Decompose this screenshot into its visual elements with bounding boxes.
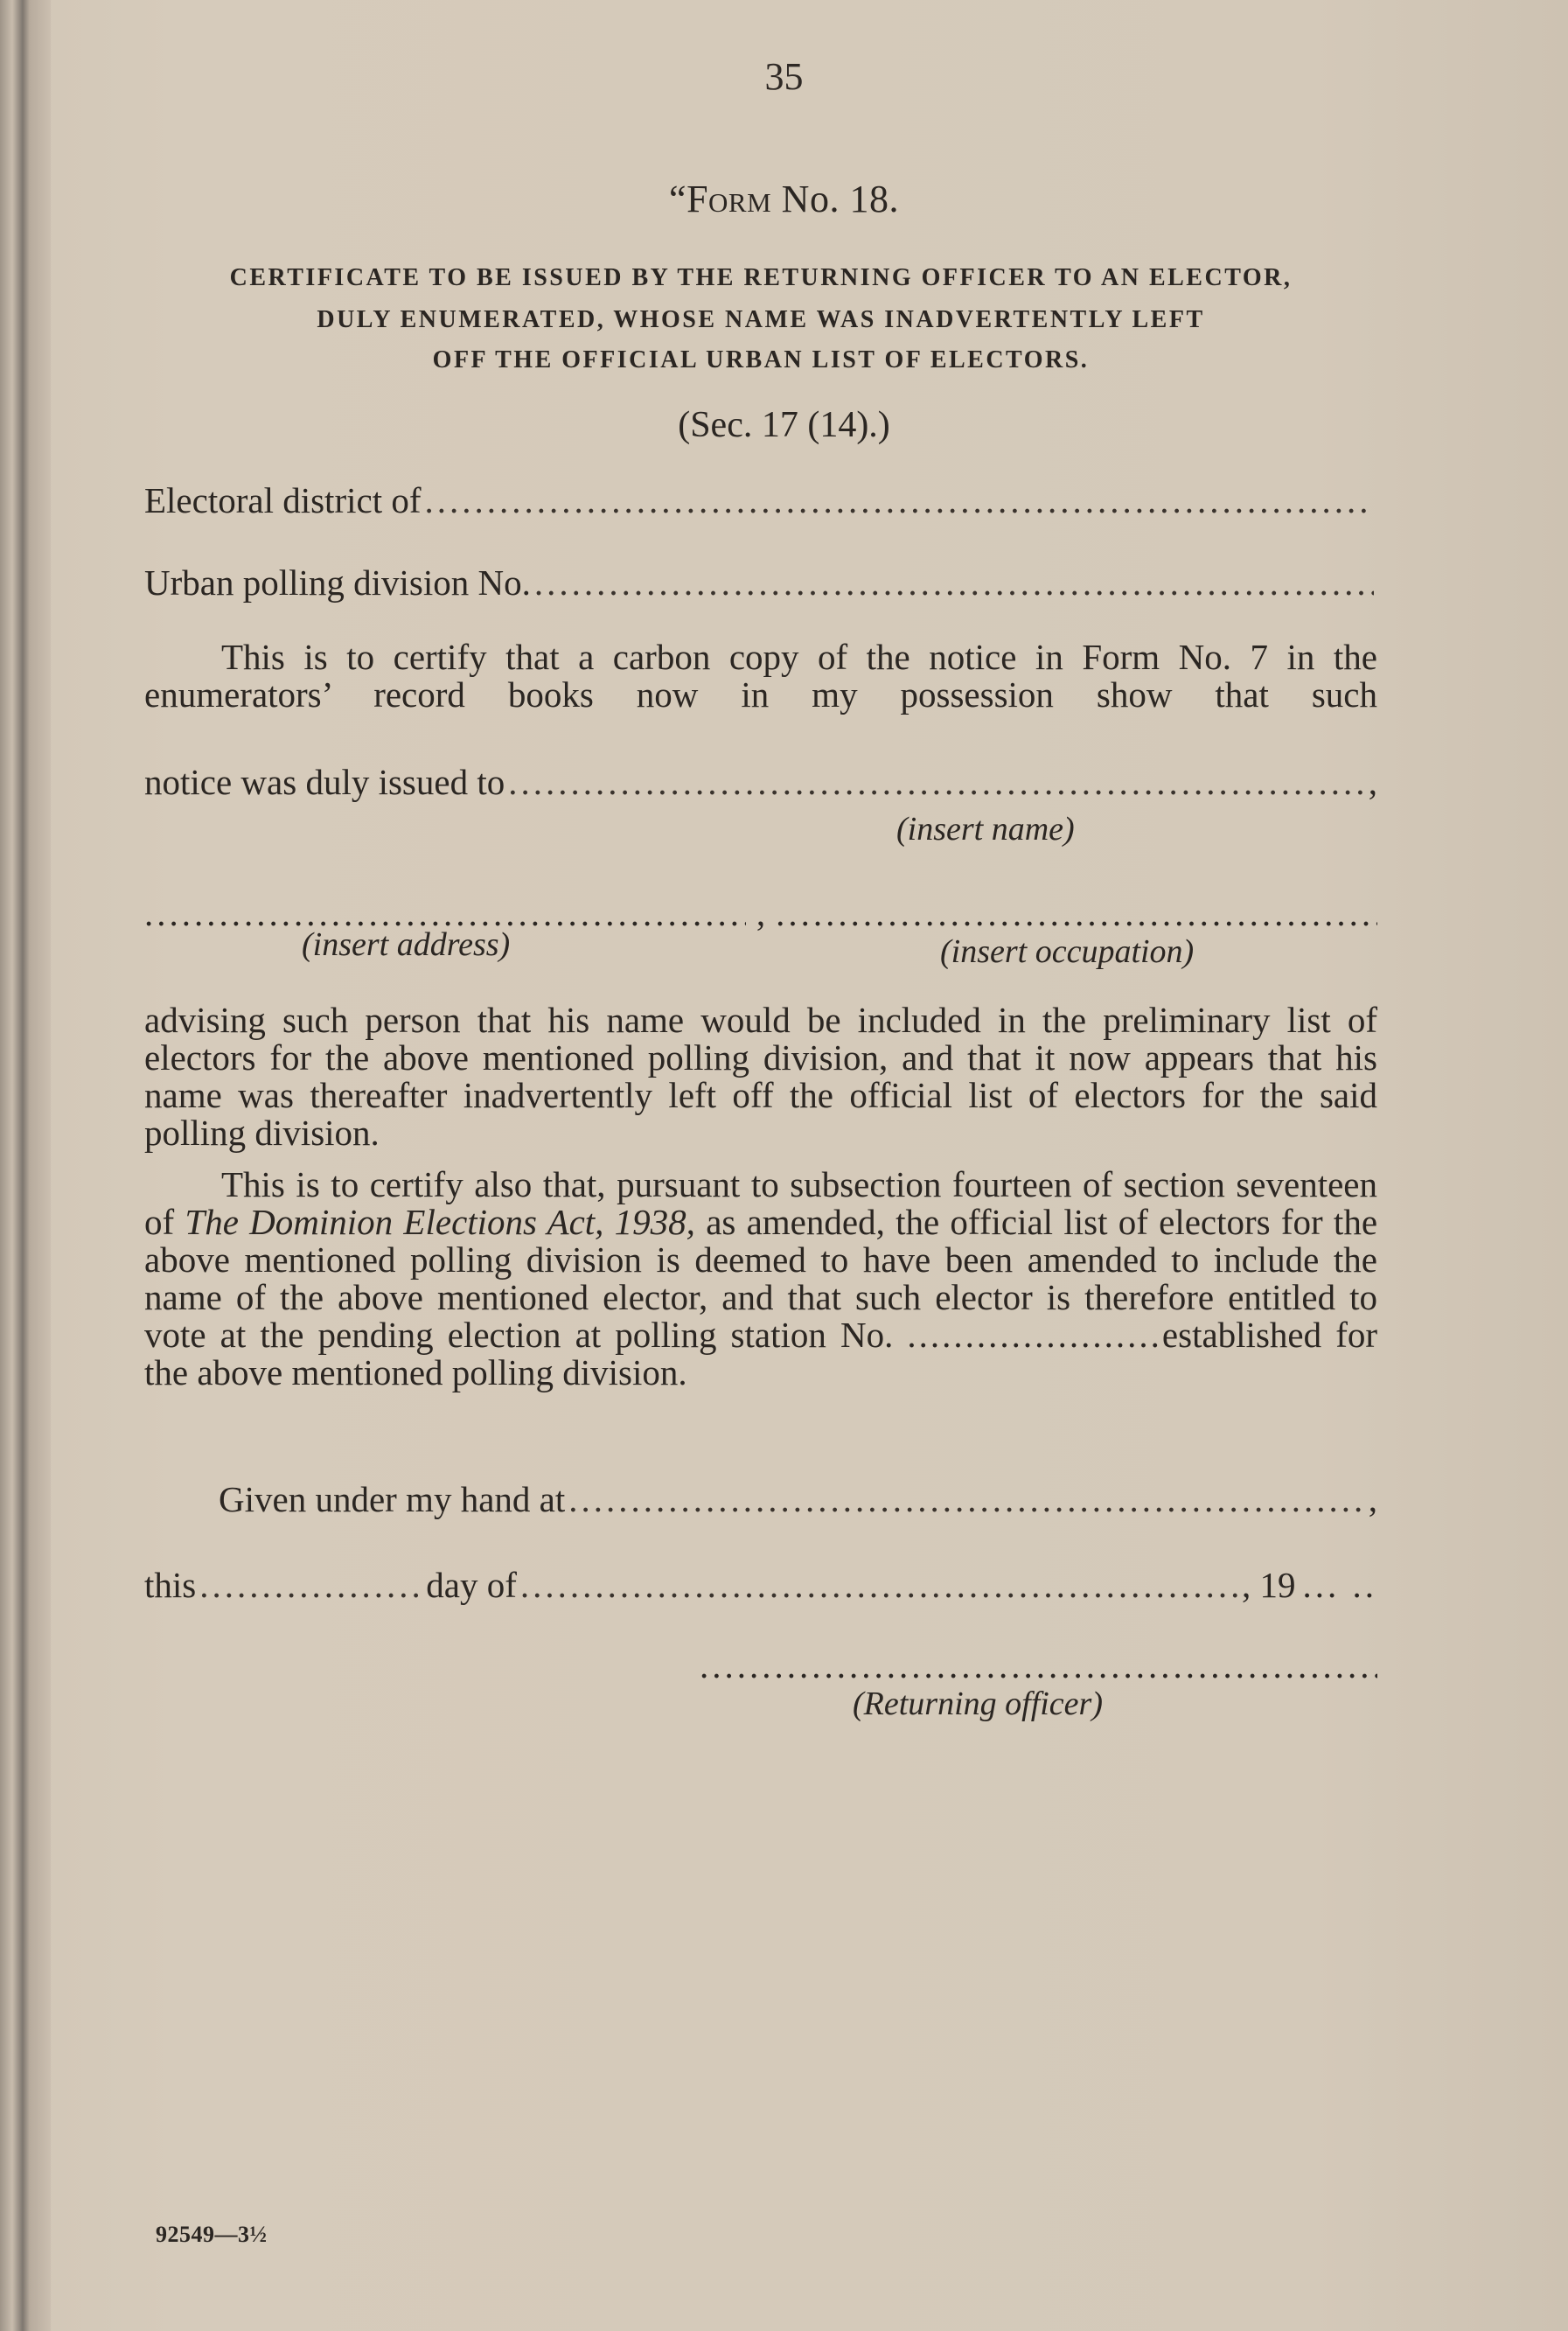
polling-division-blank: [534, 562, 1374, 604]
polling-division-label: Urban polling division No.: [144, 562, 531, 603]
section-reference: (Sec. 17 (14).): [678, 405, 890, 445]
insert-occupation-caption: (insert occupation): [940, 933, 1195, 970]
day-blank: [199, 1564, 422, 1606]
year-prefix: , 19: [1242, 1565, 1296, 1605]
electoral-district-blank: [425, 479, 1375, 521]
certify-also-part-3: established for the above mentioned polling division.: [144, 1315, 1377, 1392]
month-blank: [520, 1564, 1238, 1606]
date-field: [144, 1564, 1377, 1606]
advising-paragraph: advising such person that his name would be included in the preliminary list of electors for the above mentioned polling division, and that it now appears that his name was thereafter inadvertently left off the official list of electors for the said polling division.: [144, 1000, 1377, 1153]
form-title-word: Form: [686, 178, 772, 220]
notice-line-comma: ,: [1368, 762, 1377, 802]
notice-issued-label: notice was duly issued to: [144, 762, 505, 802]
certify-paragraph: This is to certify that a carbon copy of the notice in Form No. 7 in the enumerators’ record books now in my possession show that such: [144, 637, 1377, 715]
form-title-number: No. 18.: [781, 178, 899, 220]
certificate-heading-line-1: CERTIFICATE TO BE ISSUED BY THE RETURNING OFFICER TO AN ELECTOR,: [229, 264, 1293, 291]
electoral-district-label: Electoral district of: [144, 480, 422, 520]
notice-issued-field: [144, 761, 1377, 803]
given-under-hand-field: [219, 1478, 1377, 1520]
page-number: 35: [764, 55, 804, 98]
address-separator: ,: [756, 893, 766, 933]
name-blank: [508, 761, 1365, 803]
this-label: this: [144, 1565, 197, 1605]
print-code: 92549—3½: [156, 2222, 268, 2247]
electoral-district-field: [144, 479, 1377, 521]
certify-also-part-1: This is to certify also that, pursuant to subsection fourteen of section seventeen of: [144, 1164, 1377, 1242]
occupation-blank: [776, 892, 1377, 934]
act-name: The Dominion Elections Act, 1938,: [185, 1202, 695, 1242]
day-of-label: day of: [426, 1565, 517, 1605]
polling-station-blank: ......................: [907, 1315, 1162, 1355]
insert-address-caption: (insert address): [302, 926, 511, 963]
signature-blank: [700, 1644, 1377, 1686]
certificate-heading-line-3: OFF THE OFFICIAL URBAN LIST OF ELECTORS.: [432, 346, 1090, 373]
returning-officer-caption: (Returning officer): [853, 1685, 1103, 1722]
given-under-hand-label: Given under my hand at: [219, 1479, 566, 1519]
form-title: [0, 177, 1568, 221]
form-title-quote: “: [669, 178, 687, 220]
given-line-comma: ,: [1368, 1479, 1377, 1519]
certify-also-part-2: as amended, the official list of electors for the above mentioned polling division is deemed to have been amended to include the name of the above mentioned elector, and that such elector is therefore entitled to vote at the pending election at polling station No.: [144, 1202, 1378, 1355]
insert-name-caption: (insert name): [896, 811, 1075, 848]
polling-division-field: [144, 562, 1377, 604]
certificate-heading-line-2: DULY ENUMERATED, WHOSE NAME WAS INADVERTENTLY LEFT: [317, 306, 1205, 333]
certify-also-paragraph: [144, 1166, 1377, 1392]
page-binding-edge: [0, 0, 51, 2331]
place-blank: [568, 1478, 1365, 1520]
year-blank: ... ..: [1302, 1565, 1377, 1605]
